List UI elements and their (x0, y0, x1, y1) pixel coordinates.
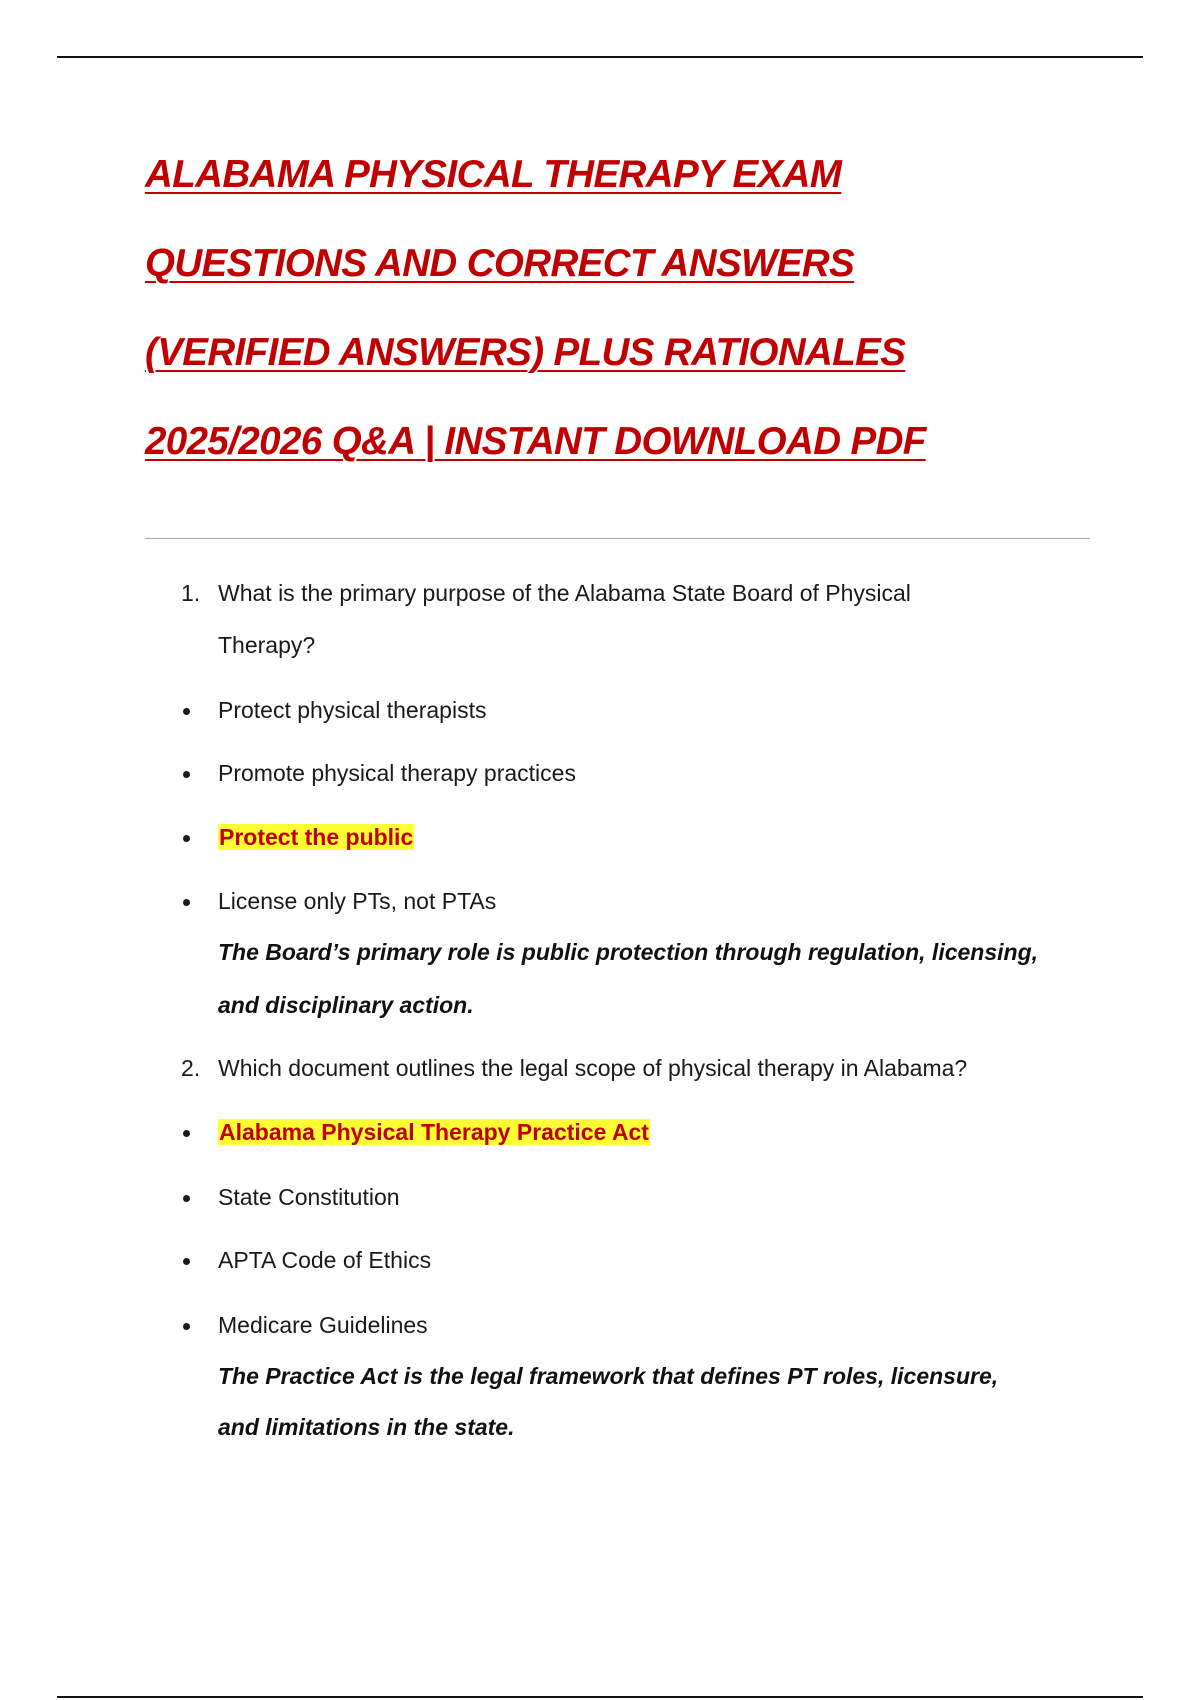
option-label: Medicare Guidelines (218, 1312, 428, 1338)
question-2-rationale-line-1: The Practice Act is the legal framework that defines PT roles, licensure, (218, 1363, 999, 1389)
section-divider (145, 538, 1090, 539)
bullet-icon (183, 899, 190, 906)
bullet-icon (183, 1258, 190, 1265)
question-1-text: What is the primary purpose of the Alabama State Board of Physical (218, 580, 911, 606)
title-line-4: 2025/2026 Q&A | INSTANT DOWNLOAD PDF (145, 420, 926, 463)
question-1-number: 1. (181, 580, 201, 606)
option-label: APTA Code of Ethics (218, 1247, 432, 1273)
bullet-icon (183, 1323, 190, 1330)
bullet-icon (183, 771, 190, 778)
page-bottom-rule (57, 1696, 1143, 1698)
question-2-rationale-line-2: and limitations in the state. (218, 1414, 515, 1440)
option-label: Protect physical therapists (218, 697, 487, 723)
bullet-icon (183, 835, 190, 842)
question-1-rationale-line-1: The Board’s primary role is public protection through regulation, licensing, (218, 939, 1039, 965)
page-top-rule (57, 56, 1143, 58)
correct-answer-highlight: Alabama Physical Therapy Practice Act (219, 1119, 649, 1145)
question-1-rationale-line-2: and disciplinary action. (218, 992, 474, 1018)
question-2-number: 2. (181, 1055, 201, 1081)
correct-answer-highlight: Protect the public (219, 824, 414, 850)
document-title (145, 140, 1125, 496)
title-line-1: ALABAMA PHYSICAL THERAPY EXAM (145, 153, 842, 196)
title-line-2: QUESTIONS AND CORRECT ANSWERS (145, 242, 855, 285)
bullet-icon (183, 708, 190, 715)
option-label: Promote physical therapy practices (218, 760, 576, 786)
title-line-3: (VERIFIED ANSWERS) PLUS RATIONALES (145, 331, 906, 374)
question-1-text-continued: Therapy? (218, 632, 316, 658)
option-label: License only PTs, not PTAs (218, 888, 497, 914)
question-2-text: Which document outlines the legal scope of physical therapy in Alabama? (218, 1055, 968, 1081)
bullet-icon (183, 1195, 190, 1202)
bullet-icon (183, 1130, 190, 1137)
option-label: State Constitution (218, 1184, 400, 1210)
